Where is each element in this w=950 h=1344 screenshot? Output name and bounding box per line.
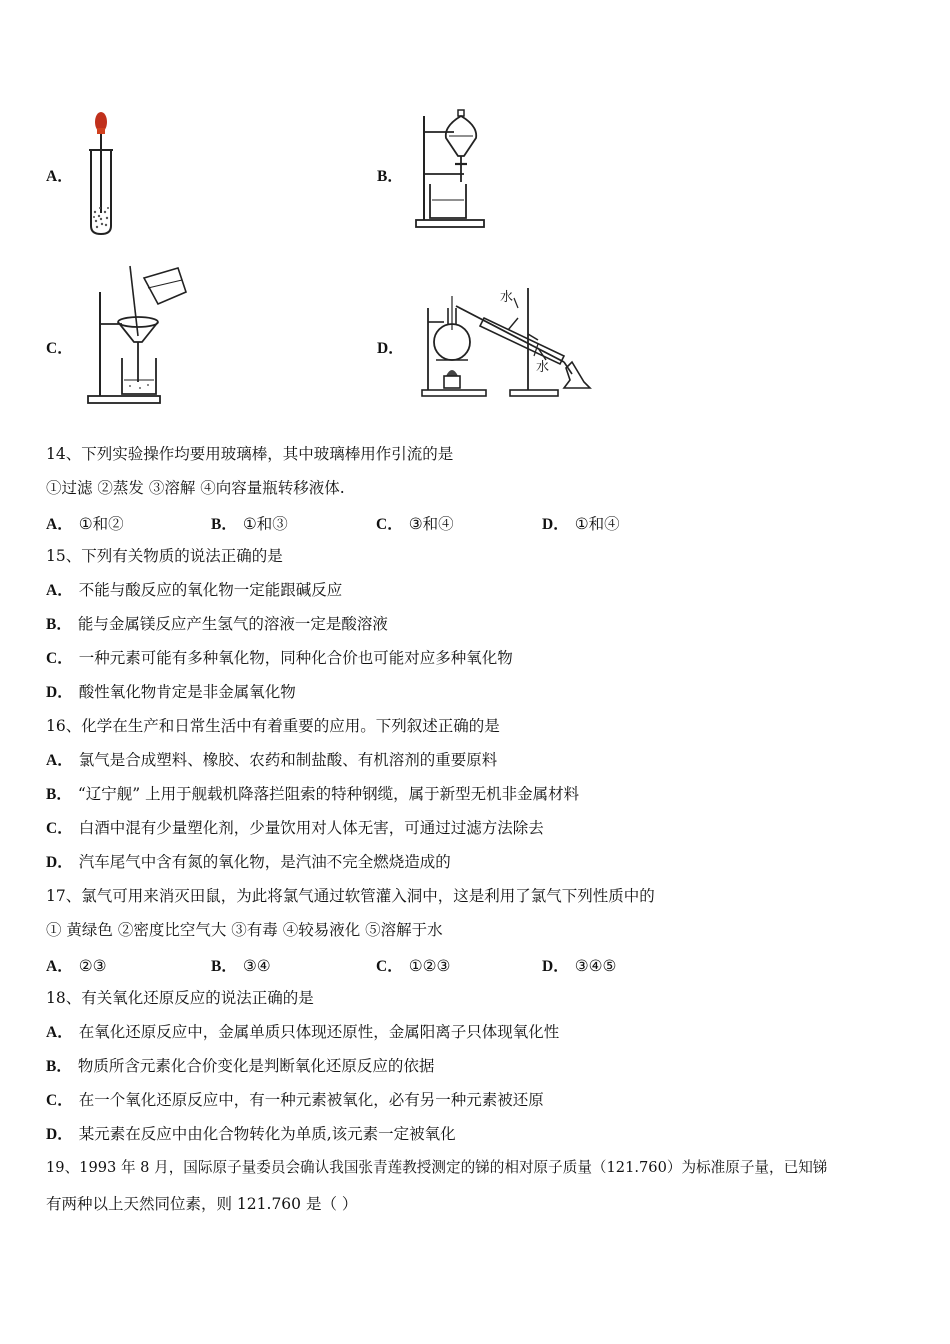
separatory-funnel-figure — [408, 108, 498, 233]
question-14-items: ①过滤 ②蒸发 ③溶解 ④向容量瓶转移液体. — [46, 479, 345, 497]
dropper-test-tube-figure — [80, 108, 130, 238]
water-inlet-label-top: 水 — [500, 290, 514, 305]
question-19-stem-line2: 有两种以上天然同位素，则 121.760 是（ ） — [46, 1195, 358, 1213]
question-14-option-d[interactable]: D． ①和④ — [542, 515, 620, 533]
water-inlet-label-bottom: 水 — [536, 360, 550, 375]
question-16-option-b[interactable]: B． “辽宁舰” 上用于舰载机降落拦阻索的特种钢缆，属于新型无机非金属材料 — [46, 785, 580, 803]
figure-option-c-label: C． — [46, 340, 73, 357]
figure-option-b-label: B． — [377, 168, 403, 185]
filtration-figure — [82, 262, 192, 410]
question-15-stem: 15、下列有关物质的说法正确的是 — [46, 547, 283, 565]
question-15-option-c[interactable]: C． 一种元素可能有多种氧化物，同种化合价也可能对应多种氧化物 — [46, 649, 513, 667]
question-16-option-c[interactable]: C． 白酒中混有少量塑化剂，少量饮用对人体无害，可通过过滤方法除去 — [46, 819, 544, 837]
question-16-option-a[interactable]: A． 氯气是合成塑料、橡胶、农药和制盐酸、有机溶剂的重要原料 — [46, 751, 498, 769]
question-15-option-b[interactable]: B． 能与金属镁反应产生氢气的溶液一定是酸溶液 — [46, 615, 388, 633]
figure-option-a-label: A． — [46, 168, 73, 185]
question-16-option-d[interactable]: D． 汽车尾气中含有氮的氧化物，是汽油不完全燃烧造成的 — [46, 853, 451, 871]
question-17-option-d[interactable]: D． ③④⑤ — [542, 957, 617, 975]
question-14-stem: 14、下列实验操作均要用玻璃棒，其中玻璃棒用作引流的是 — [46, 445, 454, 463]
question-18-stem: 18、有关氧化还原反应的说法正确的是 — [46, 989, 314, 1007]
question-17-option-a[interactable]: A． ②③ — [46, 957, 107, 975]
question-17-items: ① 黄绿色 ②密度比空气大 ③有毒 ④较易液化 ⑤溶解于水 — [46, 921, 443, 939]
question-17-stem: 17、氯气可用来消灭田鼠，为此将氯气通过软管灌入洞中，这是利用了氯气下列性质中的 — [46, 887, 655, 905]
figure-option-d-label: D． — [377, 340, 404, 357]
question-15-option-a[interactable]: A． 不能与酸反应的氧化物一定能跟碱反应 — [46, 581, 343, 599]
question-18-option-c[interactable]: C． 在一个氧化还原反应中，有一种元素被氧化，必有另一种元素被还原 — [46, 1091, 544, 1109]
question-18-option-d[interactable]: D． 某元素在反应中由化合物转化为单质,该元素一定被氧化 — [46, 1125, 456, 1143]
question-14-option-a[interactable]: A． ①和② — [46, 515, 124, 533]
question-18-option-b[interactable]: B． 物质所含元素化合价变化是判断氧化还原反应的依据 — [46, 1057, 435, 1075]
question-16-stem: 16、化学在生产和日常生活中有着重要的应用。下列叙述正确的是 — [46, 717, 500, 735]
question-14-option-b[interactable]: B． ①和③ — [211, 515, 288, 533]
question-17-option-c[interactable]: C． ①②③ — [376, 957, 451, 975]
question-18-option-a[interactable]: A． 在氧化还原反应中，金属单质只体现还原性，金属阳离子只体现氧化性 — [46, 1023, 560, 1041]
question-17-option-b[interactable]: B． ③④ — [211, 957, 271, 975]
question-14-option-c[interactable]: C． ③和④ — [376, 515, 454, 533]
question-15-option-d[interactable]: D． 酸性氧化物肯定是非金属氧化物 — [46, 683, 296, 701]
question-19-stem-line1: 19、1993 年 8 月，国际原子量委员会确认我国张青莲教授测定的锑的相对原子质量（121.760）为标准原子量，已知锑 — [46, 1159, 828, 1176]
